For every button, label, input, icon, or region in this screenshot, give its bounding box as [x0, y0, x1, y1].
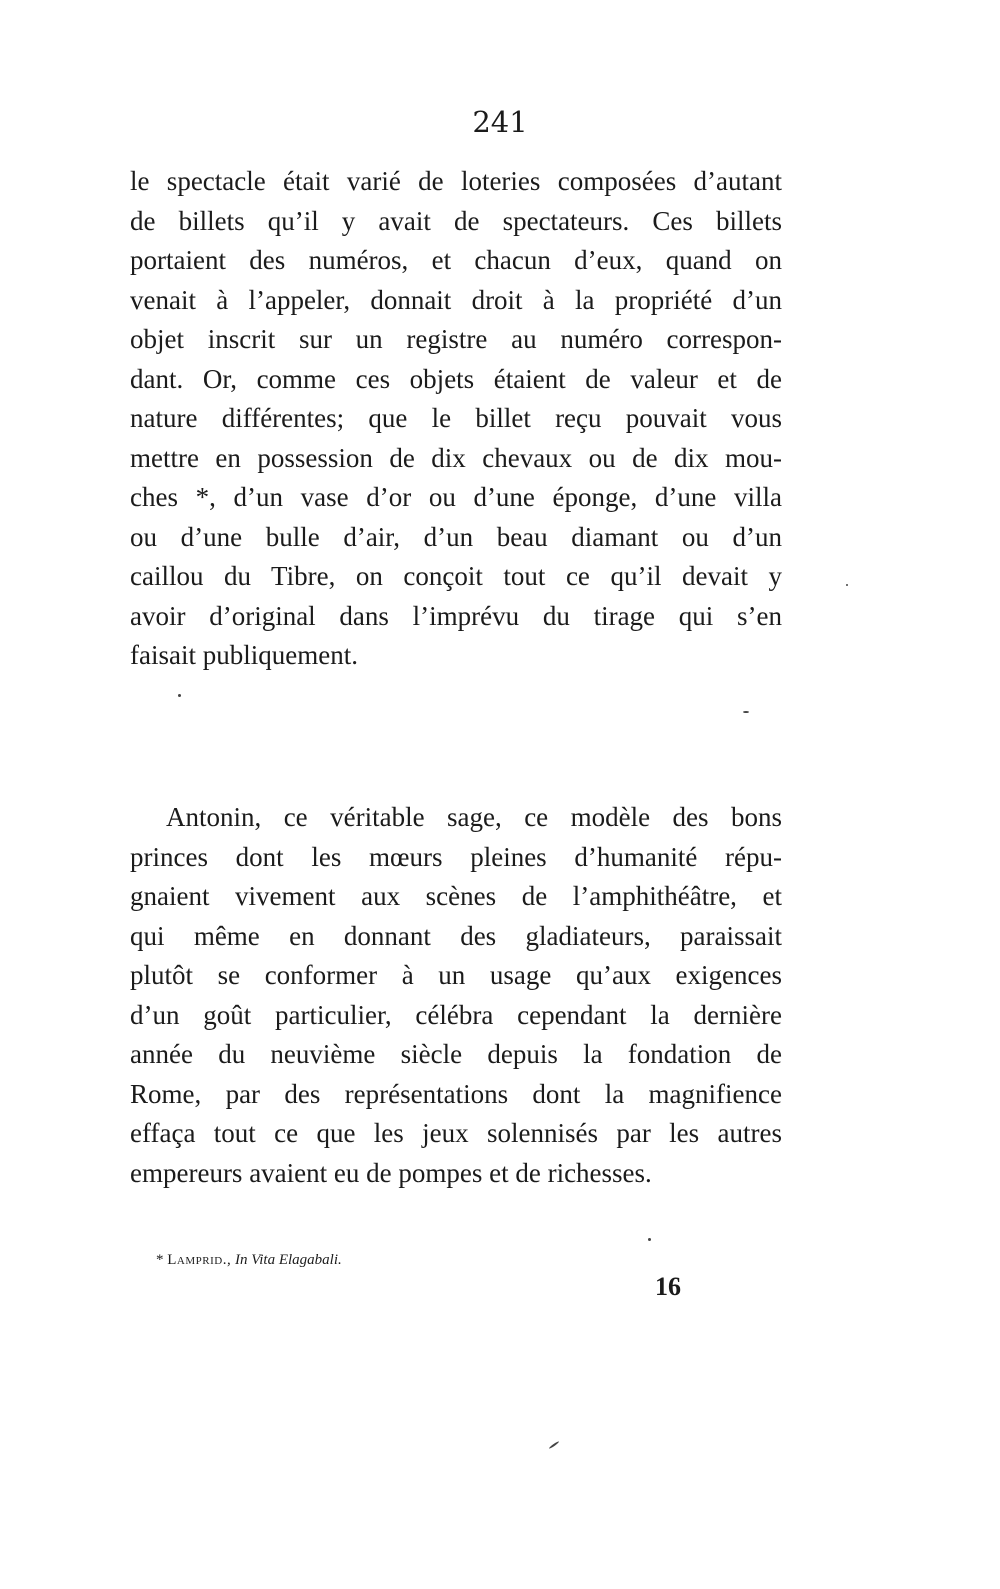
text-line: année du neuvième siècle depuis la fondation de — [130, 1039, 782, 1069]
scan-speck — [846, 584, 848, 586]
text-line: faisait publiquement. — [130, 640, 358, 670]
text-line: Rome, par des représentations dont la magnifience — [130, 1078, 782, 1109]
text-line: ou d’une bulle d’air, d’un beau diamant ou d’un — [130, 521, 782, 552]
text-line: qui même en donnant des gladiateurs, paraissait — [130, 920, 782, 951]
text-line: portaient des numéros, et chacun d’eux, quand on — [130, 245, 782, 275]
text-line: avoir d’original dans l’imprévu du tirage qui s’en — [130, 600, 782, 631]
text-line: objet inscrit sur un registre au numéro correspon- — [130, 324, 782, 354]
text-line: empereurs avaient eu de pompes et de richesses. — [130, 1157, 652, 1188]
text-line: effaça tout ce que les jeux solennisés par les autres — [130, 1118, 782, 1148]
paragraph-antonin — [130, 798, 782, 1193]
text-line: nature différentes; que le billet reçu pouvait vous — [130, 403, 782, 433]
scan-speck — [549, 1441, 560, 1450]
text-line: le spectacle était varié de loteries composées d’autant — [130, 166, 782, 196]
text-line: dant. Or, comme ces objets étaient de valeur et de — [130, 363, 782, 394]
signature-mark: 16 — [655, 1272, 681, 1301]
footnote — [156, 1251, 342, 1269]
footnote-title: In Vita Elagabali. — [234, 1252, 342, 1268]
text-line: plutôt se conformer à un usage qu’aux exigences — [130, 960, 782, 990]
text-line: caillou du Tibre, on conçoit tout ce qu’il devait y — [130, 561, 782, 591]
text-line: d’un goût particulier, célébra cependant la dernière — [130, 999, 782, 1030]
footnote-author: Lamprid., — [167, 1252, 232, 1268]
text-line: gnaient vivement aux scènes de l’amphithéâtre, et — [130, 881, 782, 911]
text-line: Antonin, ce véritable sage, ce modèle des bons — [166, 802, 782, 832]
footnote-marker: * — [156, 1252, 164, 1268]
scan-speck — [178, 694, 181, 697]
text-line: mettre en possession de dix chevaux ou de dix mou- — [130, 442, 782, 473]
text-line: de billets qu’il y avait de spectateurs. Ces billets — [130, 205, 782, 236]
text-line: venait à l’appeler, donnait droit à la propriété d’un — [130, 284, 782, 315]
text-line: ches *, d’un vase d’or ou d’une éponge, d’une villa — [130, 482, 782, 512]
scan-speck — [648, 1238, 651, 1241]
paragraph-lottery — [130, 162, 782, 676]
page-number: 241 — [472, 105, 528, 139]
text-line: princes dont les mœurs pleines d’humanité répu- — [130, 841, 782, 872]
scan-speck — [743, 711, 749, 713]
